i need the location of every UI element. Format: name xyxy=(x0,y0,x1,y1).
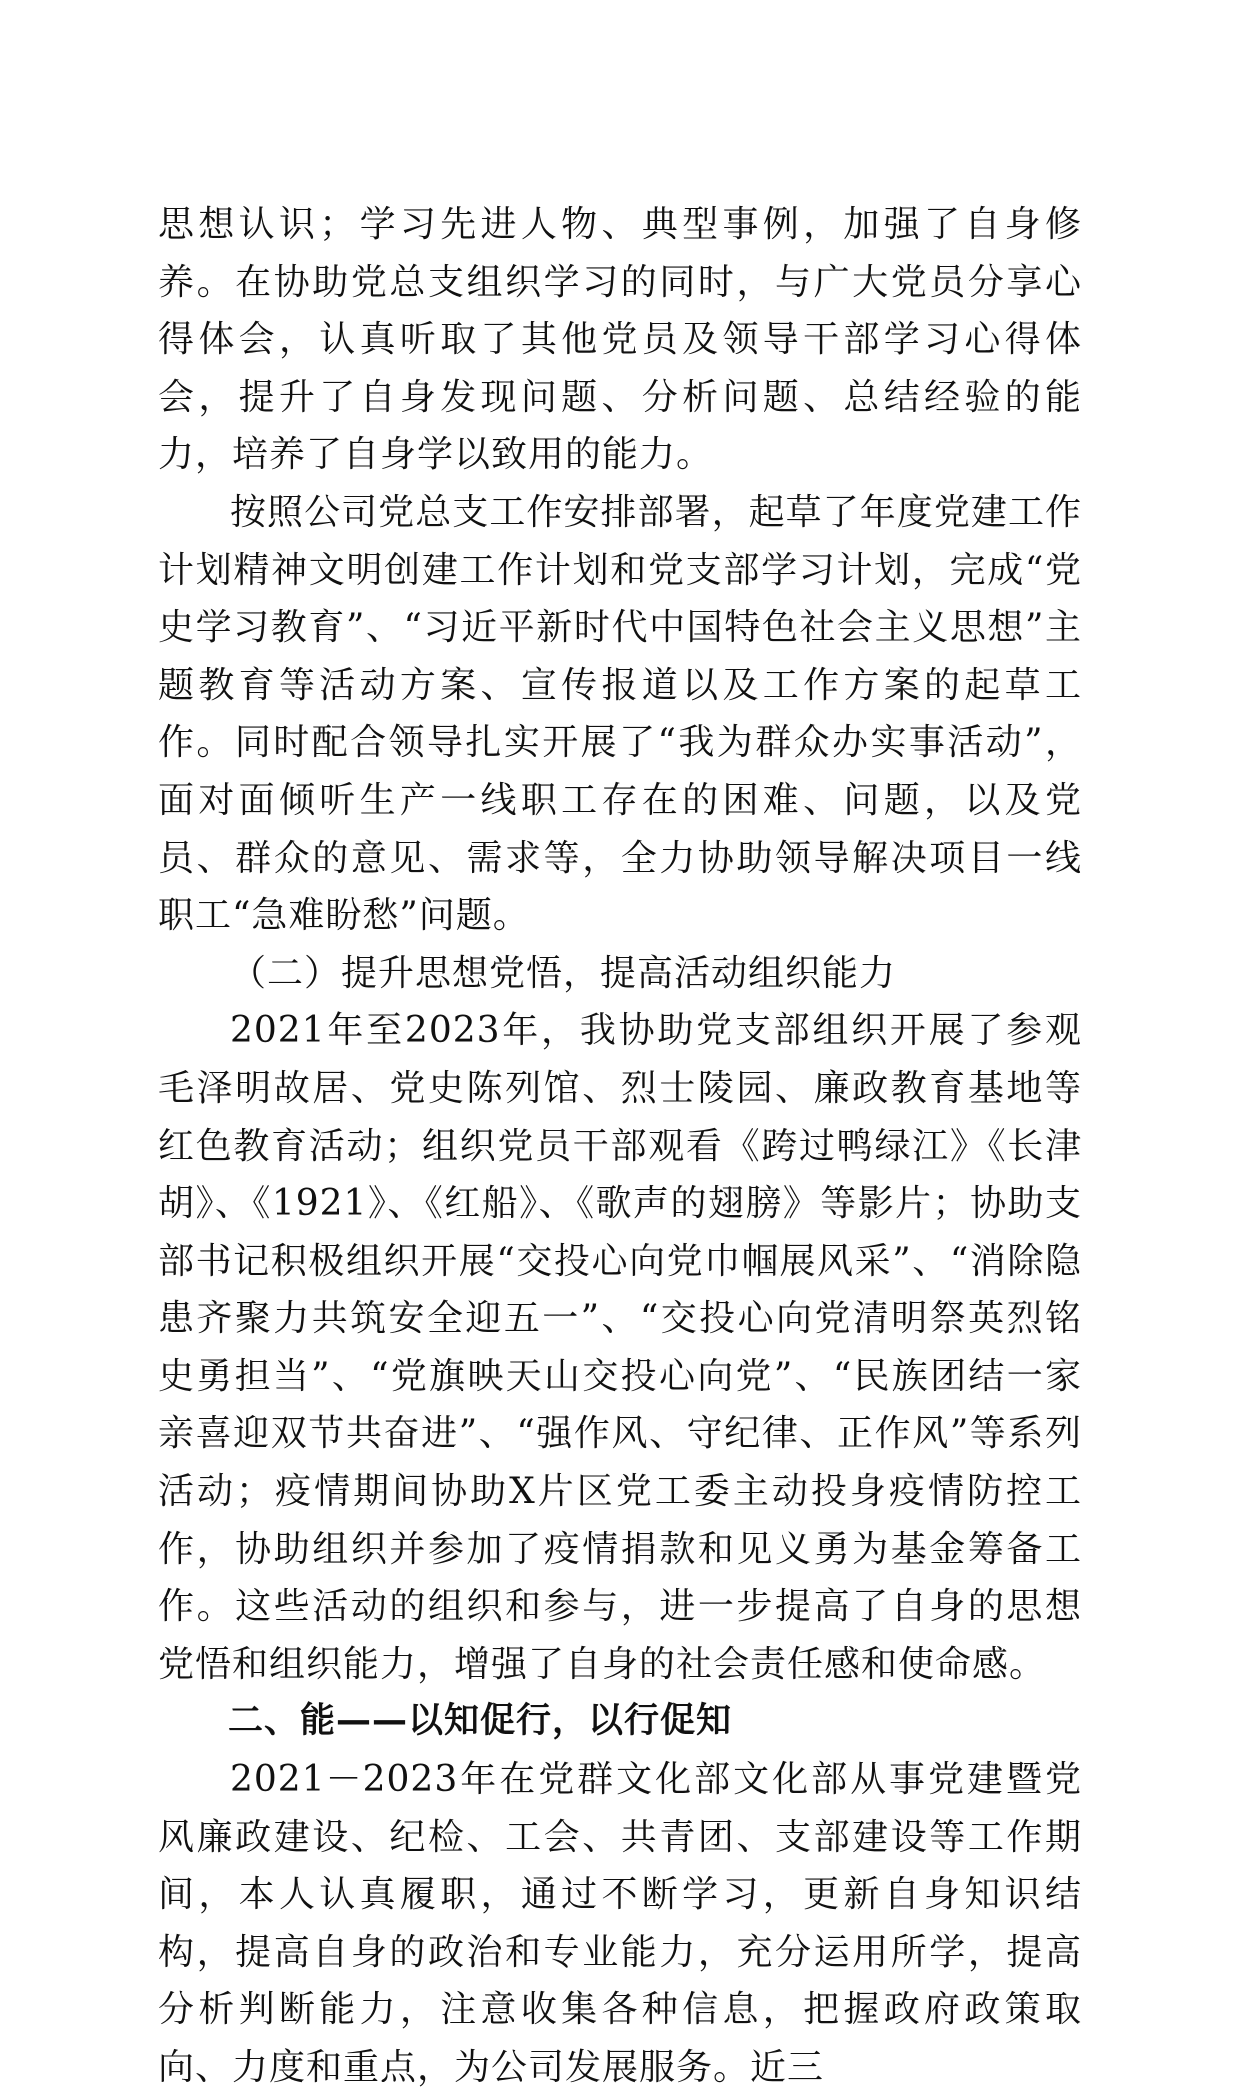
document-body xyxy=(158,196,1082,2097)
subheading-ideological-awareness: （二）提升思想党悟，提高活动组织能力 xyxy=(230,952,897,994)
paragraph-party-work-planning: 按照公司党总支工作安排部署，起草了年度党建工作计划精神文明创建工作计划和党支部学习计划，完成“党史学习教育”、“习近平新时代中国特色社会主义思想”主题教育等活动方案、宣传报道以及工作方案的起草工作。同时配合领导扎实开展了“我为群众办实事活动”，面对面倾听生产一线职工存在的困难、问题，以及党员、群众的意见、需求等，全力协助领导解决项目一线职工“急难盼愁”问题。 xyxy=(158,491,1082,937)
paragraph-activities: 2021年至2023年，我协助党支部组织开展了参观毛泽明故居、党史陈列馆、烈士陵园、廉政教育基地等红色教育活动；组织党员干部观看《跨过鸭绿江》《长津胡》、《1921》、《红船》、《歌声的翅膀》等影片；协助支部书记积极组织开展“交投心向党巾帼展风采”、“消除隐患齐聚力共筑安全迎五一”、“交投心向党清明祭英烈铭史勇担当”、“党旗映天山交投心向党”、“民族团结一家亲喜迎双节共奋进”、“强作风、守纪律、正作风”等系列活动；疫情期间协助X片区党工委主动投身疫情防控工作，协助组织并参加了疫情捐款和见义勇为基金筹备工作。这些活动的组织和参与，进一步提高了自身的思想党悟和组织能力，增强了自身的社会责任感和使命感。 xyxy=(158,1010,1082,1685)
paragraph-ability: 2021－2023年在党群文化部文化部从事党建暨党风廉政建设、纪检、工会、共青团、支部建设等工作期间，本人认真履职，通过不断学习，更新自身知识结构，提高自身的政治和专业能力，充分运用所学，提高分析判断能力，注意收集各种信息，把握政府政策取向、力度和重点，为公司发展服务。近三 xyxy=(158,1759,1082,2088)
paragraph-continued: 思想认识；学习先进人物、典型事例，加强了自身修养。在协助党总支组织学习的同时，与广大党员分享心得体会，认真听取了其他党员及领导干部学习心得体会，提升了自身发现问题、分析问题、总结经验的能力，培养了自身学以致用的能力。 xyxy=(158,204,1082,476)
section-heading-ability: 二、能——以知促行，以行促知 xyxy=(228,1701,733,1742)
